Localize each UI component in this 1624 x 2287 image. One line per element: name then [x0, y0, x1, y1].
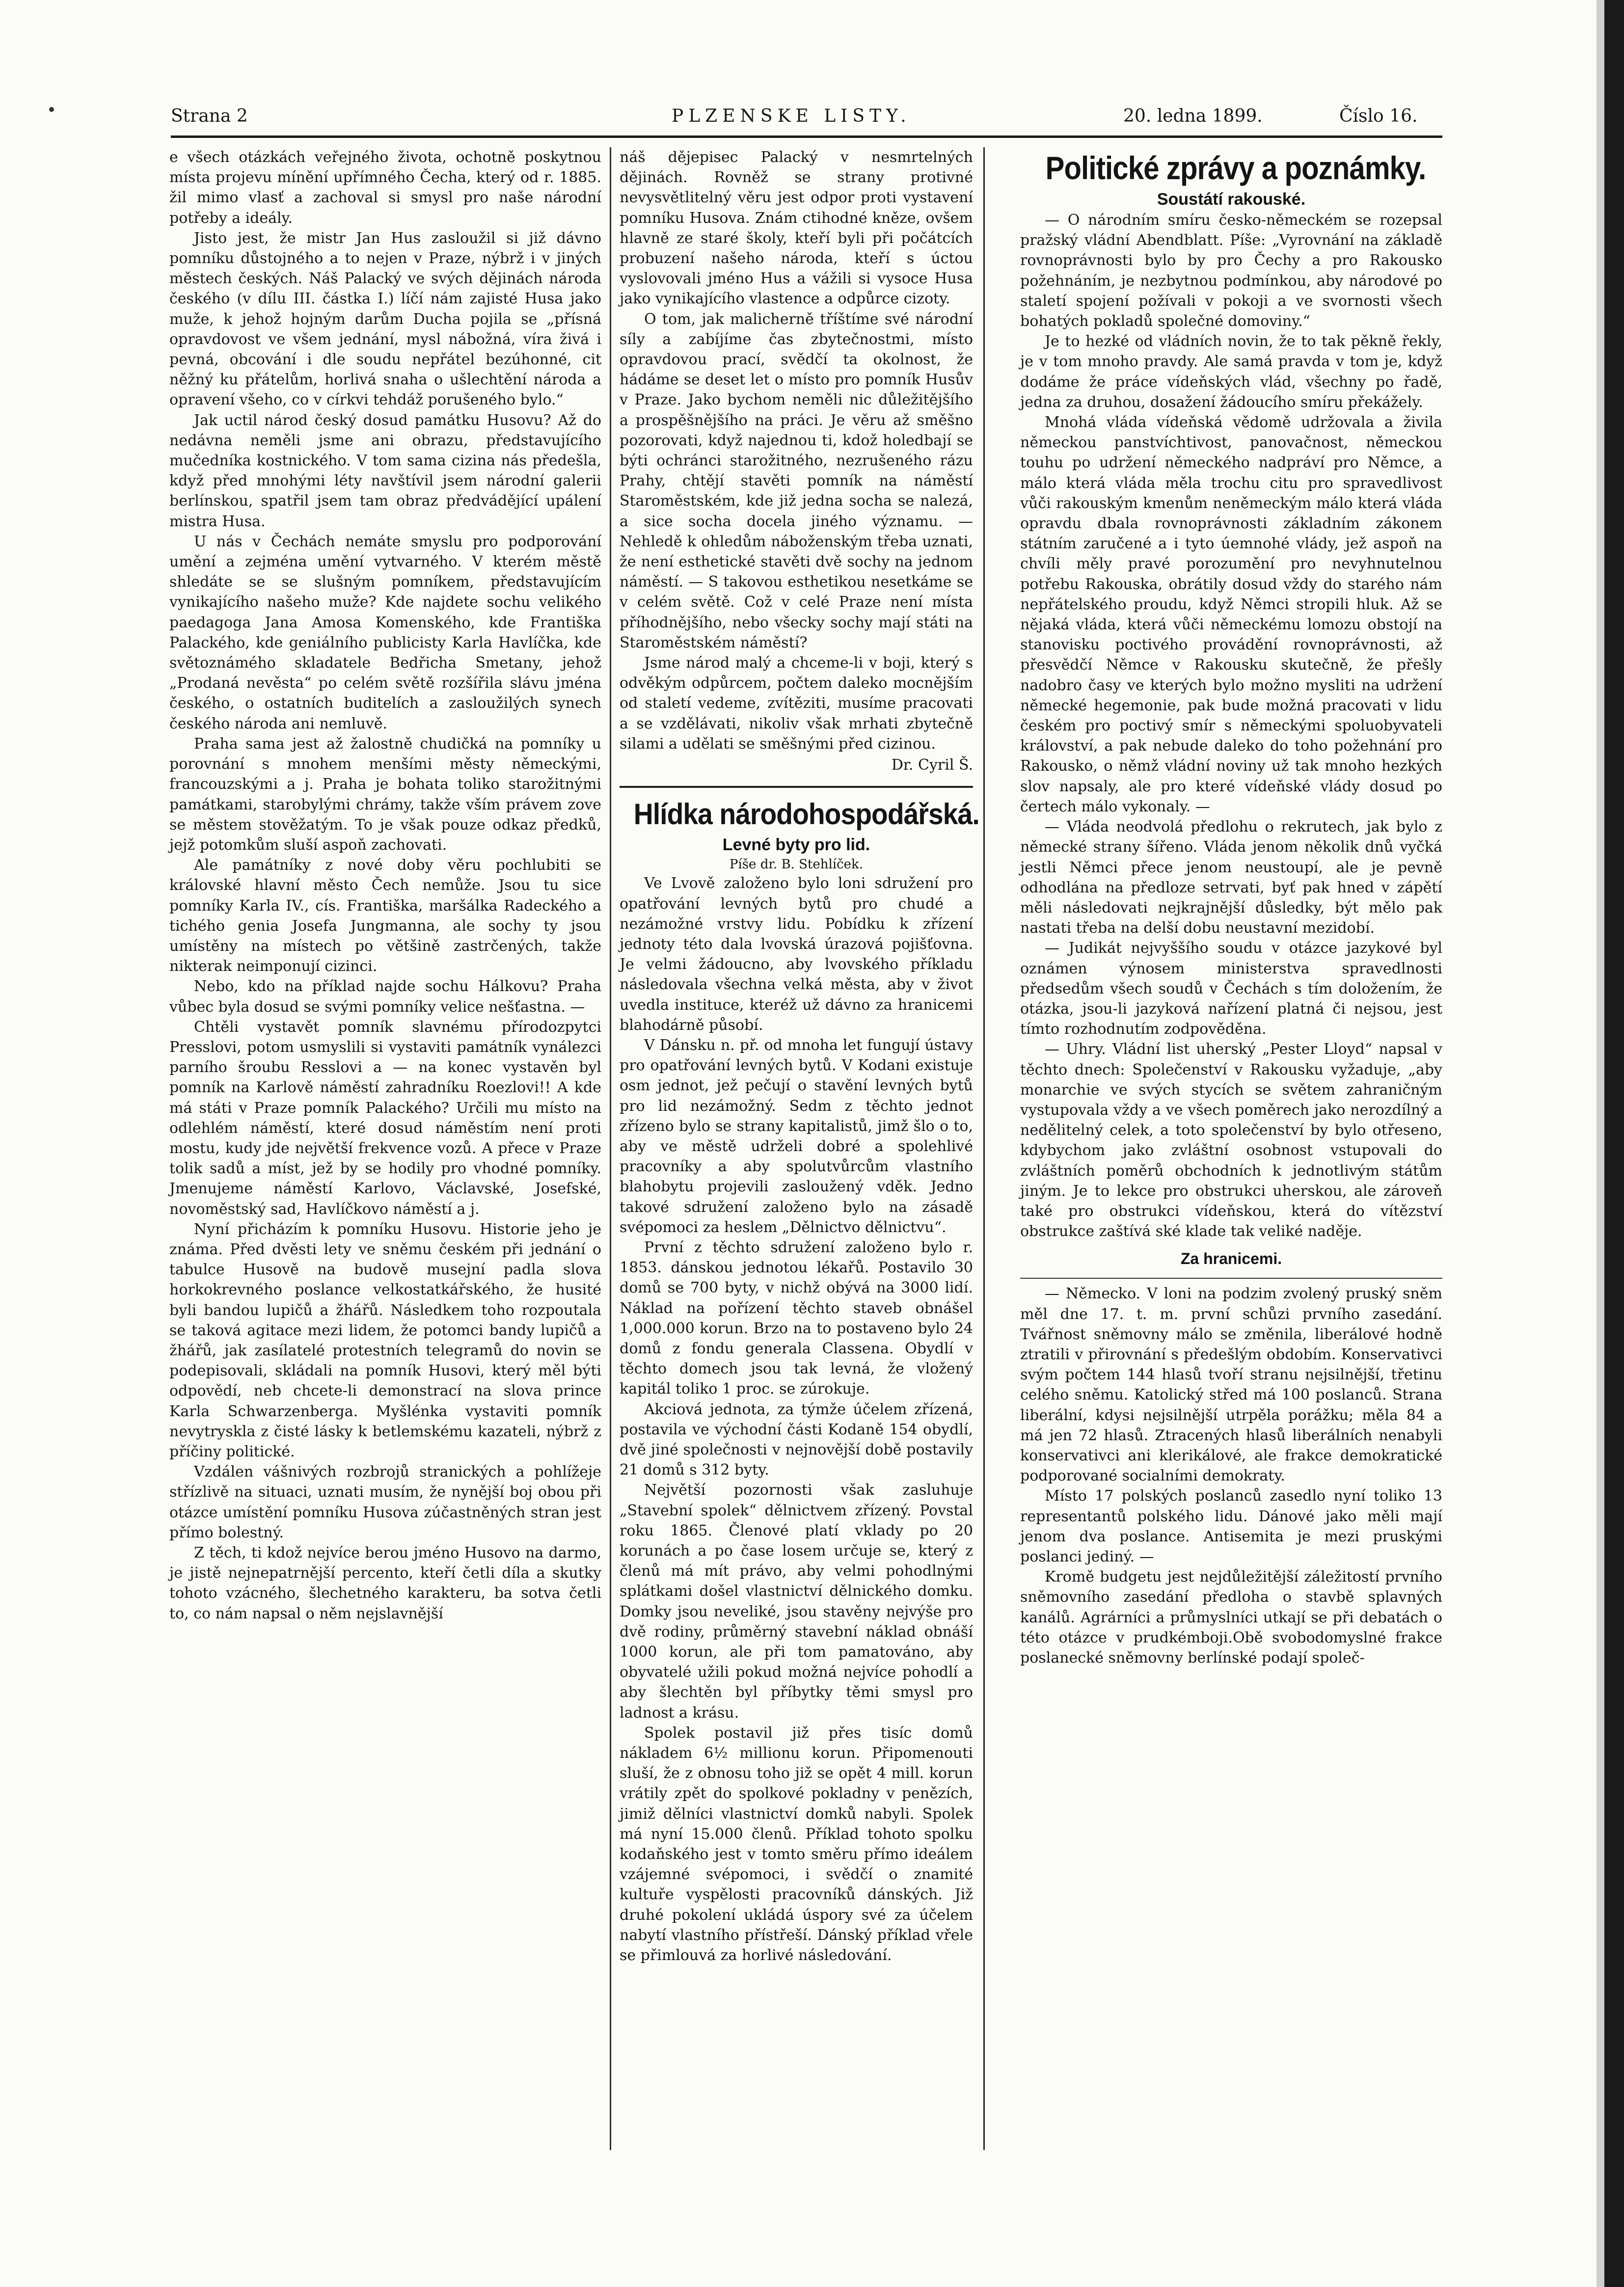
paragraph: U nás v Čechách nemáte smyslu pro podporování umění a zejména umění vytvarného. V kterém městě shledáte se se slušným pomníkem, představujícím vynikajícího našeho muže? Kde najdete sochu velikého paedagoga Jana Amosa Komenského, kde Františka Palackého, kde geniálního publicisty Karla Havlíčka, kde světoznámého skladatele Bedřicha Smetany, jehož „Prodaná nevěsta“ po celém světě rozšířila slávu jména českého, o ostatních buditelích a zasloužilých synech českého národa ani nemluvě. [169, 533, 601, 732]
paragraph: Vzdálen vášnivých rozbrojů stranických a pohlížeje střízlivě na situaci, uznati musím, že nynější boj obou při otázce umístění pomníku Husova zúčastněných stran jest přímo bolestný. [169, 1463, 601, 1541]
column-3 [1020, 147, 1442, 2150]
article-title: Levné byty pro lid. [722, 835, 870, 855]
paragraph: Nyní přicházím k pomníku Husovu. Historie jeho je známa. Před dvěsti lety ve sněmu českém při jednání o tabulce Husově na budově musejní padla slova horkokrevného poslance velkostatkářského, že husité byli bandou lupičů a žhářů. Následkem toho rozpoutala se taková agitace mezi lidem, že potomci bandy lupičů a žhářů, jak zasílatelé protestních telegramů do novin se podepisovali, skládali na pomník Husovi, který měl býti odpovědí, neb chcete-li demonstrací na slova prince Karla Schwarzenberga. Myšlénka vystaviti pomník nevytryskla z čisté lásky k betlemskému kazateli, nýbrž z příčiny politické. [169, 1220, 601, 1460]
paragraph: — Judikát nejvyššího soudu v otázce jazykové byl oznámen výnosem ministerstva spravedlnosti předsedům všech soudů v Čechách s tím doložením, že otázka, jsou-li jazyková nařízení platná či nejsou, jest tímto rozhodnutím zodpověděna. [1020, 940, 1442, 1038]
page-number: Strana 2 [171, 106, 248, 126]
newspaper-title: PLZENSKE LISTY. [672, 106, 911, 126]
paragraph: Je to hezké od vládních novin, že to tak pěkně řekly, je v tom mnoho pravdy. Ale samá pravda v tom je, když dodáme že práce vídeňských vlád, všechny po řadě, jedna za druhou, dosažení žádoucího smíru překážely. [1020, 333, 1442, 411]
section-rule [620, 786, 973, 788]
section-heading: Hlídka národohospodářská. [633, 798, 979, 831]
subsection-heading: Soustátí rakouské. [1157, 190, 1306, 209]
scan-edge [1604, 0, 1624, 2287]
masthead-rule [171, 135, 1442, 138]
paragraph: Jak uctil národ český dosud památku Husovu? Až do nedávna neměli jsme ani obrazu, představujícího mučedníka kostnického. V tom sama cizina nás předešla, když před mnohými léty navštívil jsem národní galerii berlínskou, spatřil jsem tam obraz předvádějící upálení mistra Husa. [169, 411, 601, 530]
paragraph: Ale památníky z nové doby věru pochlubiti se královské hlavní město Čech nemůže. Jsou tu sice pomníky Karla IV., cís. Františka, maršálka Radeckého a tichého genia Josefa Jungmanna, ale sochy ty jsou umístěny na místech po většině zastrčených, takže nikterak neimponují cizinci. [169, 857, 601, 975]
section-heading: Politické zprávy a poznámky. [1045, 150, 1426, 186]
paragraph: Praha sama jest až žalostně chudičká na pomníky u porovnání s mnohem menšími městy německými, francouzskými a j. Praha je bohata toliko starožitnými památkami, starobylými chrámy, takže vším právem zove se městem stověžatým. To je však pouze odkaz předků, jejž potomkům sluší aspoň zachovati. [169, 735, 601, 854]
paragraph: — O národním smíru česko-německém se rozepsal pražský vládní Abendblatt. Píše: „Vyrovnání na základě rovnoprávnosti bylo by pro Čechy a pro Rakousko požehnáním, je nezbytnou podmínkou, aby národové po staletí spojení požívali v pokoji a ve svornosti všech bohatých pokladů společné domoviny.“ [1020, 212, 1442, 330]
paragraph: Jsme národ malý a chceme-li v boji, který s odvěkým odpůrcem, počtem daleko mocnějším od staletí vedeme, zvítěziti, musíme pracovati a se vzdělávati, nikoliv však mrhati zbytečně silami a udělati se směšnými před cizinou. [620, 654, 973, 753]
section-rule [1020, 1278, 1442, 1279]
paragraph: Ve Lvově založeno bylo loni sdružení pro opatřování levných bytů pro chudé a nezámožné vrstvy lidu. Pobídku k zřízení jednoty této dala lvovská úrazová pojišťovna. Je velmi žádoucno, aby lvovského příkladu následovala všechna velká města, aby v život uvedla instituce, kteréž už dávno za hranicemi blahodárně působí. [620, 875, 973, 1034]
paragraph: Chtěli vystavět pomník slavnému přírodozpytci Presslovi, potom usmyslili si vystaviti památník vynálezci parního šroubu Resslovi a — na konec vystavěn byl pomník na Karlově náměstí zahradníku Roezlovi!! A kde má státi v Praze pomník Palackého? Určili mu místo na odlehlém náměstí, které dosud náměstím není proti mostu, kudy jde největší frekvence vozů. A přece v Praze tolik sadů a míst, jež by se hodily pro vhodné pomníky. Jmenujeme náměstí Karlovo, Václavské, Josefské, novoměstský sad, Havlíčkovo náměstí a j. [169, 1018, 601, 1218]
article-signature: Dr. Cyril Š. [891, 756, 973, 774]
paragraph: Akciová jednota, za týmže účelem zřízená, postavila ve východní části Kodaně 154 obydlí, dvě jiné společnosti v nejnovější době postavily 21 domů s 312 byty. [620, 1400, 973, 1479]
issue-number: Číslo 16. [1339, 106, 1418, 126]
paragraph: — Vláda neodvolá předlohu o rekrutech, jak bylo z německé strany šířeno. Vláda jenom několik dnů vyčká jestli Němci přece jenom neustoupí, ale je pevně odhodlána na předloze setrvati, byť pak hned v zápětí měli následovati nejkrajnější důsledky, být mělo pak nastati třeba na delší dobu neustavní mezidobí. [1020, 818, 1442, 937]
paragraph: Největší pozornosti však zasluhuje „Stavební spolek“ dělnictvem zřízený. Povstal roku 1865. Členové platí vklady po 20 korunách a po čase losem určuje se, který z členů má mít právo, aby velmi pohodlnými splátkami došel vlastnictví dělnického domku. Domky jsou neveliké, jsou stavěny nejvýše pro dvě rodiny, průměrný stavební náklad obnáší 1000 korun, ale při tom pamatováno, aby obyvatelé užili pokud možná nejvíce pohodlí a aby šlechtěn byl příbytky těmi smysl pro ladnost a krásu. [620, 1481, 973, 1722]
masthead [171, 103, 1442, 133]
scan-edge-shadow [1597, 0, 1604, 2287]
paragraph: Z těch, ti kdož nejvíce berou jméno Husovo na darmo, je jistě nejnepatrnější percento, kteří četli díla a skutky tohoto vzácného, šlechetného karakteru, ba sotva četli to, co nám napsal o něm nejslavnější [169, 1544, 601, 1622]
paragraph: e všech otázkách veřejného života, ochotně poskytnou místa projevu mínění upřímného Čecha, který od r. 1885. žil mimo vlasť a zachoval si smysl pro naše národní potřeby a ideály. [169, 149, 601, 227]
issue-date: 20. ledna 1899. [1123, 106, 1263, 126]
paragraph: První z těchto sdružení založeno bylo r. 1853. dánskou jednotou lékařů. Postavilo 30 domů se 700 byty, v nichž obývá na 3000 lidí. Náklad na pořízení těchto staveb obnášel 1,000.000 korun. Brzo na to postaveno bylo 24 domů z fondu generala Classena. Obydlí v těchto domech jsou tak levná, že vložený kapitál toliko 1 proc. se zúrokuje. [620, 1238, 973, 1398]
paragraph: Kromě budgetu jest nejdůležitější záležitostí prvního sněmovního zasedání předloha o stavbě splavných kanálů. Agrárníci a průmyslníci utkají se při debatách o této otázce v prudkémboji.Obě svobodomyslné frakce poslanecké sněmovny berlínské podají společ- [1020, 1568, 1442, 1667]
paragraph: O tom, jak malicherně tříštíme své národní síly a zabíjíme čas zbytečnostmi, místo opravdovou prací, svědčí ta okolnost, že hádáme se deset let o místo pro pomník Husův v Praze. Jako bychom neměli nic důležitějšího a prospěšnějšího na práci. Je věru až směšno pozorovati, když najednou ti, kdož holedbají se býti ochránci starožitného, nezrušeného rázu Prahy, chtějí stavěti pomník na náměstí Staroměstském, kde již jedna socha se nalezá, a sice socha docela jiného významu. — Nehledě k ohledům náboženským třeba uznati, že není esthetické stavěti dvě sochy na jednom náměstí. — S takovou esthetikou nesetkáme se v celém světě. Což v celé Praze není místa příhodnějšího, nebo všecky sochy mají státi na Staroměstském náměstí? [620, 310, 973, 651]
column-divider [610, 147, 611, 2150]
paragraph: Mnohá vláda vídeňská vědomě udržovala a živila německou panstvíchtivost, panovačnost, německou touhu po udržení německého nadpráví pro Němce, a málo která vláda měla trochu citu pro spravedlivost vůči rakouským kmenům neněmeckým málo která vláda opravdu dbala rovnoprávnosti základním zákonem státním zaručené a i tyto úemnohé vlády, jež aspoň na chvíli měly pravé porozumění pro nevyhnutelnou potřebu Rakouska, obrátily dosud vždy do starého nám nepřátelského proudu, když Němci stropili hluk. Až se nějaká vláda, která vůči německému lomozu obstojí na stanovisku poctivého provádění rovnoprávnosti, až přesvědčí Němce v Rakousku skutečně, že přešly nadobro časy ve kterých bylo možno mysliti na udržení německé hegemonie, pak bude možná pracovati v lidu českém pro poctivý smír s německými spoluobyvateli království, a pak nebude daleko do toho požehnání pro Rakousko, o němž vládní noviny už tak mnoho hezkých slov napsaly, ale pro které vídeňské vlády dosud po čertech málo vykonaly. — [1020, 414, 1442, 815]
paragraph: Nebo, kdo na příklad najde sochu Hálkovu? Praha vůbec byla dosud se svými pomníky velice nešťastna. — [169, 978, 601, 1016]
scan-speck [49, 107, 54, 112]
paragraph: V Dánsku n. př. od mnoha let fungují ústavy pro opatřování levných bytů. V Kodani existuje osm jednot, jež pečují o stavění levných bytů pro lid nezámožný. Sedm z těchto jednot zřízeno bylo se strany kapitalistů, jimž šlo o to, aby ve městě udrželi dobré a spolehlivé pracovníky a aby spolutvůrcům vlastního blahobytu projevili zasloužený vděk. Jedno takové sdružení založeno bylo na zásadě svépomoci za heslem „Dělnictvo dělnictvu“. [620, 1036, 973, 1236]
article-byline: Píše dr. B. Stehlíček. [729, 857, 864, 872]
subsection-heading: Za hranicemi. [1180, 1250, 1282, 1268]
column-divider [983, 147, 985, 2150]
paragraph: — Německo. V loni na podzim zvolený pruský sněm měl dne 17. t. m. první schůzi prvního zasedání. Tvářnost sněmovny málo se změnila, liberálové hodně ztratili v přirovnání s předešlým obdobím. Konservativci svým počtem 144 hlasů tvoří stranu nejsilnější, třetinu celého sněmu. Katolický střed má 100 poslanců. Strana liberální, kdysi nejsilnější utrpěla porážku; měla 84 a má jen 72 hlasů. Ztracených hlasů liberálních nenabyli konservativci ani klerikálové, ale frakce demokratické podporované socialními demokraty. [1020, 1285, 1442, 1485]
paragraph: — Uhry. Vládní list uherský „Pester Lloyd“ napsal v těchto dnech: Společenství v Rakousku vyžaduje, „aby monarchie ve svých stycích se světem zahraničným vystupovala vždy a ve všech poměrech jako nerozdílný a nedělitelný celek, a toto společenství by bylo otřeseno, kdybychom jako zvláštní osobnost vstupovali do zvláštních poměrů obchodních k jednotlivým státům jiným. Je to lekce pro obstrukci uherskou, ale zároveň také pro obstrukci vídeňskou, která do vítězství obstrukce zaštívá ské klade tak veliké naděje. [1020, 1041, 1442, 1240]
paragraph: náš dějepisec Palacký v nesmrtelných dějinách. Rovněž se strany protivné nevysvětlitelný věru jest odpor proti vystavení pomníku Husova. Znám ctihodné kněze, ovšem hlavně ze staré školy, kteří byli při počátcích probuzení našeho národa, kteří s úctou vyslovovali jméno Hus a vážili si vysoce Husa jako vynikajícího vlastence a odpůrce cizoty. [620, 149, 973, 308]
column-1 [169, 147, 601, 2150]
column-2 [620, 147, 979, 2150]
paragraph: Spolek postavil již přes tisíc domů nákladem 6½ millionu korun. Připomenouti sluší, že z obnosu toho již se opět 4 mill. korun vrátily zpět do spolkové pokladny v penězích, jimiž dělníci vlastnictví domků nabyli. Spolek má nyní 15.000 členů. Příklad tohoto spolku kodaňského jest v tomto směru přímo ideálem vzájemné svépomoci, i svědčí o znamité kultuře vyspělosti pracovníků dánských. Již druhé pokolení ukládá úspory své za účelem nabytí vlastního přístřeší. Dánský příklad vřele se přimlouvá za horlivé následování. [620, 1724, 973, 1964]
paragraph: Jisto jest, že mistr Jan Hus zasloužil si již dávno pomníku důstojného a to nejen v Praze, nýbrž i v jiných městech českých. Náš Palacký ve svých dějinách národa českého (v dílu III. částka I.) líčí nám zajisté Husa jako muže, k jehož hojným darům Ducha pojila se „přísná opravdovost ve všem jednání, mysl nábožná, víra živá i pevná, obcování i dle soudu nepřátel bezúhonné, cit něžný ku přátelům, horlivá snaha o ušlechtění národa a opravení všeho, co v církvi tehdáž porušeného bylo.“ [169, 229, 601, 409]
paragraph: Místo 17 polských poslanců zasedlo nyní toliko 13 representantů polského lidu. Dánové jako měli mají jenom dva poslance. Antisemita je mezi pruskými poslanci jediný. — [1020, 1487, 1442, 1565]
